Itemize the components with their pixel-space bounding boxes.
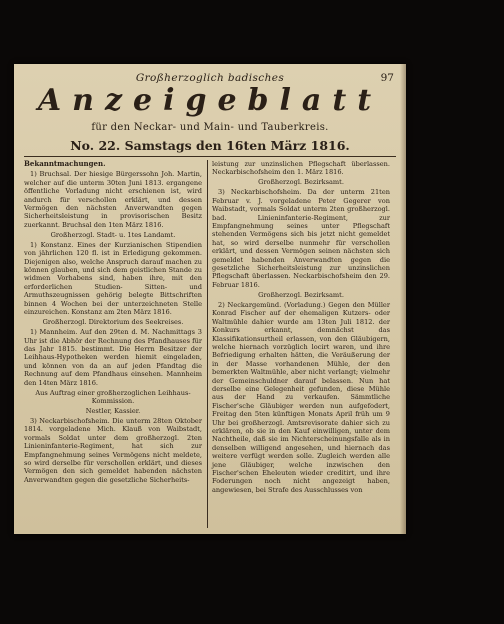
notice-neckarbischofsheim-1-cont: leistung zur unzinslichen Pflegschaft überlassen. Neckarbischofsheim den 1. März 1816. xyxy=(212,160,390,177)
notice-neckarbischofsheim-2: 3) Neckarbischofsheim. Da der unterm 21ten Februar v. J. vorgeladene Peter Gegerer von Waibstadt, vormals Soldat unterm 2ten großherzogl. bad. Linieninfanterie-Regiment, zur Empfangnehmung seines unter Pflegschaft stehenden Vermögens sich bis jetzt nicht gemeldet hat, so wird derselbe nunmehr für verschollen erklärt, und dessen Vermögen seinen nächsten sich gemeldet habenden Anverwandten gegen die gesetzliche Sicherheitsleistung zur unzinslichen Pflegschaft überlassen. Neckarbischofsheim den 29. Februar 1816. xyxy=(212,188,390,289)
notice-neckargemuend: 2) Neckargemünd. (Vorladung.) Gegen den Müller Konrad Fischer auf der ehemaligen Kutzers- oder Waltmühle dahier wurde am 13ten Juli 1812. der Konkurs erkannt, demnächst das Klassifikationsurtheil erlassen, von den Gläubigern, welche hiernach vorzüglich locirt waren, und ihre Befriedigung erhalten hätten, die Veräußerung der in der Masse vorhandenen Mühle, der den bemerkten Waltmühle, aber nicht verlangt; vielmehr der Gemeinschuldner darauf belassen. Nun hat derselbe eine Gelegenheit gefunden, diese Mühle aus der Hand zu verkaufen. Sämmtliche Fischer'sche Gläubiger werden nun aufgefodert, Freitag den 5ten künftigen Monats April früh um 9 Uhr bei großherzogl. Amtsrevisorate dahier sich zu erklären, ob sie in den Kauf einwilligen, unter dem Nachtheile, daß sie im Nichterscheinungsfalle als in denselben willigend angesehen, und hiernach das weitere verfügt werden solle. Zugleich werden alle jene Gläubiger, welche inzwischen den Fischer'schen Eheleuten wieder creditirt, und ihre Foderungen noch nicht angezeigt haben, angewiesen, bei Strafe des Ausschlusses von xyxy=(212,300,390,494)
notice-konstanz: 1) Konstanz. Eines der Kurzianischen Stipendien von jährlichen 120 fl. ist in Erledigung gekommen. Diejenigen also, welche Anspruch darauf machen zu können glauben, und sich dem geistlichen Stande zu widmen Vorhabens sind, haben ihre, mit den erforderlichen Studien- Sitten- und Armuthszeugnissen gehörig belegte Bittschriften binnen 4 Wochen bei der unterzeichneten Stelle einzureichen. Konstanz am 2ten März 1816. xyxy=(24,240,202,317)
signature-mannheim-commission: Aus Auftrag einer großherzoglichen Leihhaus-Kommission. xyxy=(35,388,191,405)
issue-line: No. 22. Samstags den 16ten März 1816. xyxy=(70,138,350,153)
masthead-title: Anzeigeblatt xyxy=(37,83,383,118)
header-top-title: Großherzoglich badisches xyxy=(135,72,285,84)
notice-mannheim: 1) Mannheim. Auf den 29ten d. M. Nachmittags 3 Uhr ist die Abhör der Rechnung des Pfandhauses für das Jahr 1815. bestimmt. Die Herrn Besitzer der Leihhaus-Hypotheken werden hiemit eingeladen, und können von da an auf jeden Pfandtag die Rechnung auf dem Pfandhaus einsehen. Mannheim den 14ten März 1816. xyxy=(24,328,202,387)
signature-bruchsal: Großherzogl. Stadt- u. 1tes Landamt. xyxy=(50,230,176,239)
signature-bezirksamt-2: Großherzogl. Bezirksamt. xyxy=(258,290,344,299)
column-divider xyxy=(207,160,208,528)
page-edge-shadow xyxy=(400,64,406,534)
signature-konstanz: Großherzogl. Direktorium des Seekreises. xyxy=(42,318,184,327)
left-column xyxy=(24,160,202,486)
page-number: 97 xyxy=(380,72,394,84)
signature-mannheim-kassier: Nestler, Kassier. xyxy=(85,406,141,415)
notice-neckarbischofsheim-1: 3) Neckarbischofsheim. Die unterm 28ten Oktober 1814. vorgeladene Mich. Klauß von Waibstadt, vormals Soldat unter dem großherzogl. 2ten Linieninfanterie-Regiment, hat sich zur Empfangnehmung seines Vermögens nicht meldete, so wird derselbe für verschollen erklärt, und dieses Vermögen den sich gemeldet habenden nächsten Anverwandten gegen die gesetzliche Sicherheits- xyxy=(24,416,202,484)
header-rule xyxy=(24,156,396,157)
right-column xyxy=(212,160,390,496)
masthead-subtitle: für den Neckar- und Main- und Tauberkreis. xyxy=(91,122,329,133)
signature-bezirksamt-1: Großherzogl. Bezirksamt. xyxy=(258,178,344,187)
section-title: Bekanntmachungen. xyxy=(24,159,106,168)
notice-bruchsal: 1) Bruchsal. Der hiesige Bürgerssohn Joh. Martin, welcher auf die unterm 30ten Juni 1813. ergangene öffentliche Vorladung nicht erschienen ist, wird andurch für verschollen erklärt, und dessen Vermögen den nächsten Anverwandten gegen Sicherheitsleistung in provisorischen Besitz zuerkannt. Bruchsal den 1ten März 1816. xyxy=(24,170,202,229)
newspaper-page xyxy=(14,64,406,534)
